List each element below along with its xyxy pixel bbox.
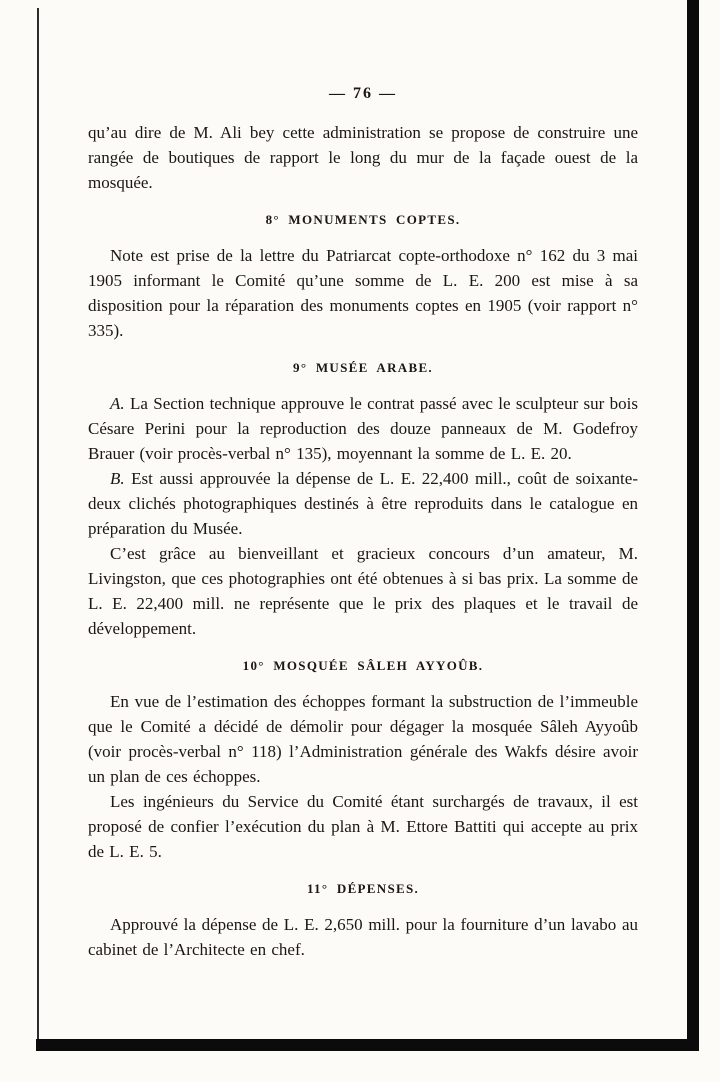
section-heading-monuments-coptes: 8° MONUMENTS COPTES. [265,212,461,227]
paragraph: Les ingénieurs du Service du Comité étant surchargés de travaux, il est proposé de confier l’exécution du plan à M. Ettore Battiti qui accepte au prix de L. E. 5. [88,792,638,861]
page-number: — 76 — [329,85,397,102]
paragraph-lead: A. [110,394,125,413]
scan-edge-left [37,8,39,1050]
paragraph [88,391,638,466]
paragraph: Note est prise de la lettre du Patriarcat copte-orthodoxe n° 162 du 3 mai 1905 informant le Comité qu’une somme de L. E. 200 est mise à sa disposition pour la réparation des monuments coptes en 1905 (voir rapport n° 335). [88,246,638,340]
section-heading-musee-arabe: 9° MUSÉE ARABE. [293,360,433,375]
paragraph: En vue de l’estimation des échoppes formant la substruction de l’immeuble que le Comité a décidé de démolir pour dégager la mosquée Sâleh Ayyoûb (voir procès-verbal n° 118) l’Administration générale des Wakfs désire avoir un plan de ces échoppes. [88,692,638,786]
paragraph-lead: B. [110,469,125,488]
page-content [88,84,638,962]
paragraph: C’est grâce au bienveillant et gracieux concours d’un amateur, M. Livingston, que ces photographies ont été obtenues à si bas prix. La somme de L. E. 22,400 mill. ne représente que le prix des plaques et le travail de développement. [88,544,638,638]
paragraph [88,466,638,541]
paragraph-text: La Section technique approuve le contrat passé avec le sculpteur sur bois Césare Perini pour la reproduction des douze panneaux de M. Godefroy Brauer (voir procès-verbal n° 135), moyennant la somme de L. E. 20. [88,394,639,463]
section-heading-mosquee-saleh-ayyoub: 10° MOSQUÉE SÂLEH AYYOÛB. [242,658,484,673]
paragraph: qu’au dire de M. Ali bey cette administration se propose de construire une rangée de boutiques de rapport le long du mur de la façade ouest de la mosquée. [88,123,638,192]
paragraph-text: Est aussi approuvée la dépense de L. E. 22,400 mill., coût de soixante-deux clichés photographiques destinés à être reproduits dans le catalogue en préparation du Musée. [88,469,638,538]
section-heading-depenses: 11° DÉPENSES. [306,881,420,896]
paragraph: Approuvé la dépense de L. E. 2,650 mill. pour la fourniture d’un lavabo au cabinet de l’Architecte en chef. [88,915,638,959]
scan-edge-bottom [36,1039,699,1051]
scan-edge-right [687,0,699,1051]
